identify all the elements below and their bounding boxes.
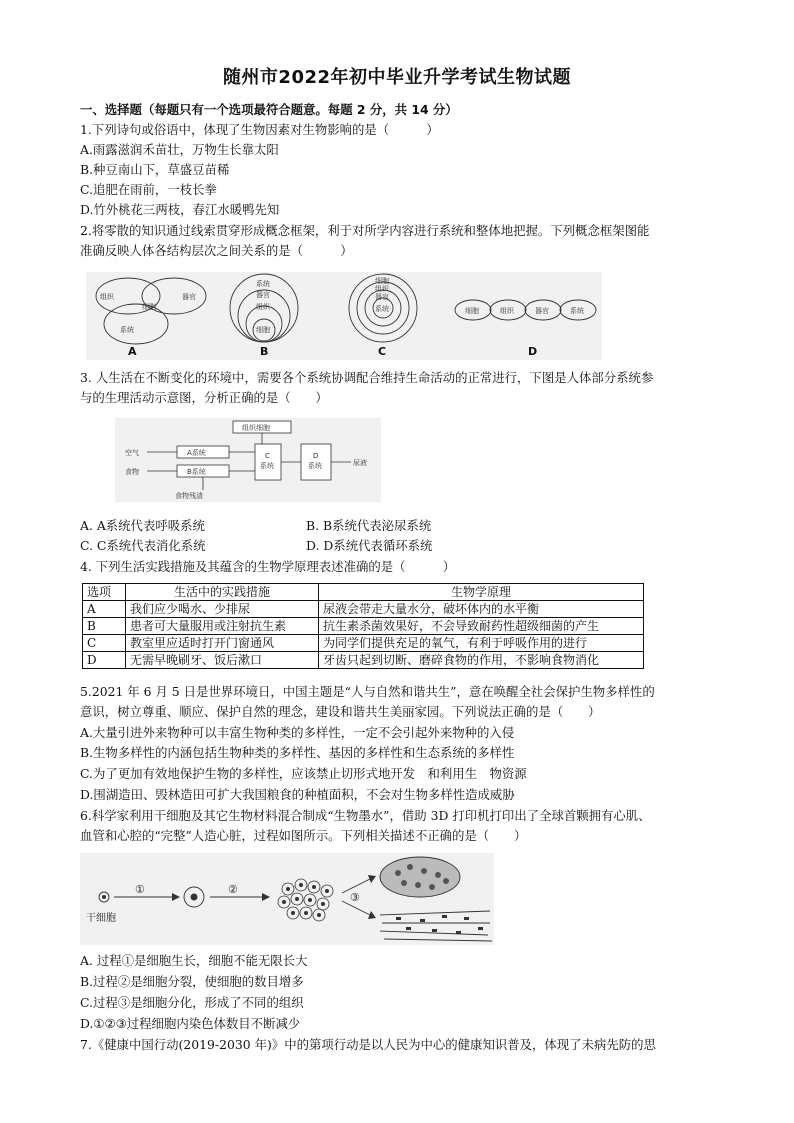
q4-stem: 4. 下列生活实践措施及其蕴含的生物学原理表述准确的是（ ） bbox=[80, 559, 456, 574]
fig-option-d: D bbox=[528, 345, 538, 358]
fig-shiwu: 食物 bbox=[125, 468, 139, 476]
table-header-row bbox=[83, 584, 644, 601]
fig-shiwu-canzha: 食物残渣 bbox=[175, 492, 203, 500]
fig-b-xitong: 系统 bbox=[256, 280, 270, 288]
fig-c-qiguan: 器官 bbox=[375, 293, 389, 301]
fig-kongqi: 空气 bbox=[125, 449, 139, 457]
page-title: 随州市2022年初中毕业升学考试生物试题 bbox=[222, 67, 572, 88]
table-cell: A bbox=[83, 601, 126, 618]
table-cell: B bbox=[83, 618, 126, 635]
q1-option-c: C.追肥在雨前，一枝长拳 bbox=[80, 182, 217, 197]
q5-stem-line1: 5.2021 年 6 月 5 日是世界环境日，中国主题是“人与自然和谐共生”，意在唤醒全社会保护生物多样性的 bbox=[80, 684, 655, 699]
table-cell: 尿液会带走大量水分，破坏体内的水平衡 bbox=[319, 601, 644, 618]
q3-figure bbox=[115, 418, 381, 502]
fig-option-c: C bbox=[378, 345, 387, 358]
fig-c-system: 系统 bbox=[260, 462, 274, 470]
fig-b-xibao: 细胞 bbox=[256, 326, 270, 334]
fig-a-system: A系统 bbox=[187, 449, 206, 457]
table-header: 选项 bbox=[83, 584, 126, 601]
q1-option-a: A.雨露滋润禾苗壮，万物生长靠太阳 bbox=[80, 142, 279, 157]
table-header: 生活中的实践措施 bbox=[126, 584, 319, 601]
q5-option-c: C.为了更加有效地保护生物的多样性，应该禁止切形式地开发 和利用生 物资源 bbox=[80, 766, 527, 781]
fig-d-zuzhi: 组织 bbox=[500, 307, 514, 315]
table-cell: D bbox=[83, 652, 126, 669]
table-cell: 为同学们提供充足的氧气，有利于呼吸作用的进行 bbox=[319, 635, 644, 652]
table-cell: C bbox=[83, 635, 126, 652]
fig-niaoye: 尿液 bbox=[353, 459, 367, 467]
table-cell: 抗生素杀菌效果好，不会导致耐药性超级细菌的产生 bbox=[319, 618, 644, 635]
fig-a-zuzhi: 组织 bbox=[100, 293, 114, 301]
table-cell: 教室里应适时打开门窗通风 bbox=[126, 635, 319, 652]
q6-stem-line1: 6.科学家利用干细胞及其它生物材料混合制成“生物墨水”，借助 3D 打印机打印出了全球首颗拥有心肌、 bbox=[80, 808, 651, 823]
q5-option-b: B.生物多样性的内涵包括生物种类的多样性、基因的多样性和生态系统的多样性 bbox=[80, 745, 515, 760]
table-header: 生物学原理 bbox=[319, 584, 644, 601]
fig-b-system: B系统 bbox=[187, 468, 206, 476]
q2-figure bbox=[86, 272, 602, 360]
fig-a-xitong: 系统 bbox=[120, 326, 134, 334]
table-row bbox=[83, 618, 644, 635]
q6-option-c: C.过程③是细胞分化，形成了不同的组织 bbox=[80, 995, 304, 1010]
q6-option-d: D.①②③过程细胞内染色体数目不断减少 bbox=[80, 1016, 301, 1031]
fig-process-2: ② bbox=[228, 883, 238, 896]
table-cell: 我们应少喝水、少排尿 bbox=[126, 601, 319, 618]
fig-c-zuzhi: 组织 bbox=[375, 285, 389, 293]
fig-option-b: B bbox=[260, 345, 269, 358]
q6-stem-line2: 血管和心腔的“完整”人造心脏，过程如图所示。下列相关描述不正确的是（ ） bbox=[80, 828, 527, 843]
q3-option-a: A. A系统代表呼吸系统 bbox=[80, 518, 205, 533]
fig-c-xitong: 系统 bbox=[375, 305, 389, 313]
fig-a-xibao: 细胞 bbox=[142, 303, 156, 311]
q2-stem-line1: 2.将零散的知识通过线索贯穿形成概念框架，利于对所学内容进行系统和整体地把握。下列概念框架图能 bbox=[80, 223, 650, 238]
q5-option-a: A.大量引进外来物种可以丰富生物种类的多样性，一定不会引起外来物种的入侵 bbox=[80, 725, 515, 740]
table-cell: 牙齿只起到切断、磨碎食物的作用，不影响食物消化 bbox=[319, 652, 644, 669]
q1-option-b: B.种豆南山下，草盛豆苗稀 bbox=[80, 162, 230, 177]
table-cell: 患者可大量服用或注射抗生素 bbox=[126, 618, 319, 635]
fig-option-a: A bbox=[128, 345, 137, 358]
fig-d-system: 系统 bbox=[308, 462, 322, 470]
q1-stem: 1.下列诗句或俗语中，体现了生物因素对生物影响的是（ ） bbox=[80, 122, 439, 137]
fig-a-qiguan: 器官 bbox=[182, 293, 196, 301]
q6-figure bbox=[80, 853, 494, 945]
fig-c-letter: C bbox=[265, 452, 270, 460]
fig-b-zuzhi: 组织 bbox=[256, 303, 270, 311]
table-row bbox=[83, 652, 644, 669]
fig-d-xibao: 细胞 bbox=[465, 307, 479, 315]
fig-d-xitong: 系统 bbox=[570, 307, 584, 315]
fig-c-xibao: 细胞 bbox=[375, 277, 389, 285]
q3-stem-line1: 3. 人生活在不断变化的环境中，需要各个系统协调配合维持生命活动的正常进行，下图是人体部分系统参 bbox=[80, 370, 654, 385]
section-heading: 一、选择题（每题只有一个选项最符合题意。每题 2 分，共 14 分） bbox=[80, 102, 458, 117]
q2-stem-line2: 准确反映人体各结构层次之间关系的是（ ） bbox=[80, 243, 353, 258]
fig-d-letter: D bbox=[313, 452, 319, 460]
q4-table bbox=[82, 583, 644, 669]
q5-option-d: D.围湖造田、毁林造田可扩大我国粮食的种植面积，不会对生物多样性造成威胁 bbox=[80, 787, 515, 802]
q3-option-d: D. D系统代表循环系统 bbox=[306, 538, 433, 553]
q5-stem-line2: 意识，树立尊重、顺应、保护自然的理念，建设和谐共生美丽家园。下列说法正确的是（ ） bbox=[80, 704, 601, 719]
table-row bbox=[83, 635, 644, 652]
q1-option-d: D.竹外桃花三两枝，春江水暖鸭先知 bbox=[80, 202, 280, 217]
fig-d-qiguan: 器官 bbox=[535, 307, 549, 315]
fig-b-qiguan: 器官 bbox=[256, 291, 270, 299]
q3-option-c: C. C系统代表消化系统 bbox=[80, 538, 206, 553]
fig-ganxibao: 干细胞 bbox=[86, 913, 116, 924]
q3-option-b: B. B系统代表泌尿系统 bbox=[306, 518, 432, 533]
q6-option-b: B.过程②是细胞分裂，使细胞的数目增多 bbox=[80, 974, 304, 989]
q3-stem-line2: 与的生理活动示意图，分析正确的是（ ） bbox=[80, 390, 328, 405]
fig-process-1: ① bbox=[135, 883, 145, 896]
q6-option-a: A. 过程①是细胞生长，细胞不能无限长大 bbox=[80, 953, 308, 968]
q7-stem-line1: 7.《健康中国行动(2019-2030 年)》中的第项行动是以人民为中心的健康知识普及，体现了未病先防的思 bbox=[80, 1037, 656, 1052]
table-cell: 无需早晚刷牙、饭后漱口 bbox=[126, 652, 319, 669]
fig-process-3: ③ bbox=[350, 891, 360, 904]
fig-zuzhi-xibao: 组织细胞 bbox=[242, 424, 270, 432]
table-row bbox=[83, 601, 644, 618]
